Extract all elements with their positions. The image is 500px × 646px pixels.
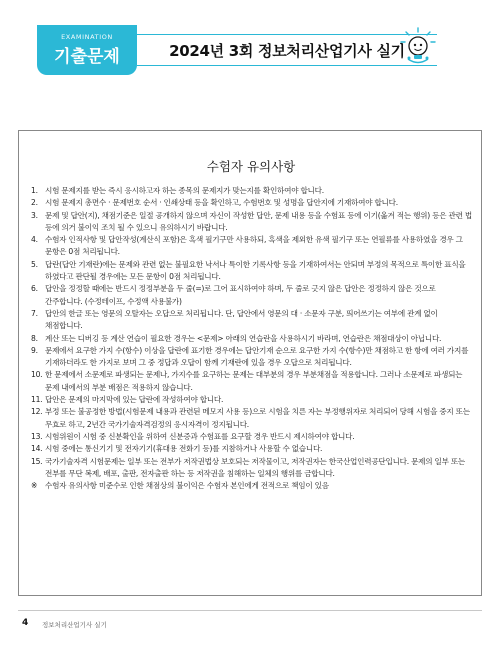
page-header <box>0 0 500 78</box>
item-text: 시험위원이 시험 중 신분확인을 위하여 신분증과 수험표를 요구할 경우 반드시 제시하여야 합니다. <box>45 431 355 441</box>
badge-title: 기출문제 <box>54 47 120 67</box>
list-item <box>31 345 473 370</box>
item-number: 4. <box>31 235 38 245</box>
list-item <box>31 456 473 481</box>
page-footer <box>0 600 500 646</box>
list-item <box>31 210 473 235</box>
list-item <box>31 394 473 406</box>
list-item <box>31 283 473 308</box>
item-text: 부정 또는 불공정한 방법(시험문제 내용과 관련된 메모지 사용 등)으로 시험을 치른 자는 부정행위자로 처리되어 당해 시험을 중지 또는 무효로 하고, 2년간 국가기술자격검정의 응시자격이 정지됩니다. <box>45 407 470 429</box>
footer-divider <box>18 610 482 611</box>
item-text: 계산 또는 디버깅 등 계산 연습이 필요한 경우는 <문제> 아래의 연습란을 사용하시기 바라며, 연습란은 채점대상이 아닙니다. <box>45 333 442 343</box>
item-number: 13. <box>31 431 43 441</box>
lightbulb-mascot-icon <box>396 26 440 66</box>
page-number: 4 <box>22 618 29 628</box>
item-number: 3. <box>31 210 38 220</box>
book-title: 정보처리산업기사 실기 <box>42 621 107 629</box>
item-text: 답안은 문제의 마지막에 있는 답란에 작성하여야 합니다. <box>45 395 224 405</box>
list-item <box>31 259 473 284</box>
item-number: 5. <box>31 259 38 269</box>
list-item <box>31 308 473 333</box>
notice-box <box>18 130 482 596</box>
notice-title: 수험자 유의사항 <box>206 159 296 174</box>
item-text: 수험자 인적사항 및 답안작성(계산식 포함)은 흑색 필기구만 사용하되, 흑색을 제외한 유색 필기구 또는 연필류를 사용하였을 경우 그 문항은 0점 처리됩니다. <box>45 235 463 257</box>
list-item <box>31 406 473 431</box>
item-text: 답안을 정정할 때에는 반드시 정정부분을 두 줄(=)로 그어 표시하여야 하며, 두 줄로 긋지 않은 답안은 정정하지 않은 것으로 간주합니다. (수정테이프, 수정액 사용불가) <box>45 284 436 306</box>
list-item <box>31 369 473 394</box>
item-text: 국가기술자격 시험문제는 일부 또는 전부가 저작권법상 보호되는 저작물이고, 저작권자는 한국산업인력공단입니다. 문제의 일부 또는 전부를 무단 복제, 배포, 출판, 전자출판 하는 등 저작권을 침해하는 일체의 행위를 금합니다. <box>45 456 465 478</box>
item-number: 11. <box>31 395 43 405</box>
list-item <box>31 333 473 345</box>
item-number: 8. <box>31 333 38 343</box>
item-number: 2. <box>31 198 38 208</box>
list-item <box>31 234 473 259</box>
item-text: 시험 문제지 총면수 · 문제번호 순서 · 인쇄상태 등을 확인하고, 수험번호 및 성명을 답안지에 기재하여야 합니다. <box>45 198 398 208</box>
badge-subtitle: EXAMINATION <box>61 33 113 41</box>
item-text: 시험 중에는 통신기기 및 전자기기(휴대용 전화기 등)를 지참하거나 사용할 수 없습니다. <box>45 444 323 454</box>
title-bar <box>137 34 437 66</box>
item-text: 문제 및 답안(지), 채점기준은 일절 공개하지 않으며 자신이 작성한 답안, 문제 내용 등을 수험표 등에 이기(옮겨 적는 행위) 등은 관련 법 등에 의거 불이익 조치 될 수 있으니 유의하시기 바랍니다. <box>45 210 472 232</box>
section-badge <box>37 25 137 75</box>
notice-list <box>31 185 473 492</box>
page-title: 2024년 3회 정보처리산업기사 실기 <box>169 41 405 60</box>
item-number: 10. <box>31 370 43 380</box>
item-number: ※ <box>31 481 38 491</box>
item-number: 7. <box>31 308 38 318</box>
item-text: 답안의 한글 또는 영문의 오탈자는 오답으로 처리됩니다. 단, 답안에서 영문의 대 · 소문자 구분, 띄어쓰기는 여부에 관계 없이 채점합니다. <box>45 308 438 331</box>
item-text: 시험 문제지를 받는 즉시 응시하고자 하는 종목의 문제지가 맞는지를 확인하여야 합니다. <box>45 186 324 195</box>
list-item <box>31 443 473 455</box>
item-text: 답란(답안 기재란)에는 문제와 관련 없는 불필요한 낙서나 특이한 기록사항 등을 기재하여서는 안되며 부정의 목적으로 특이한 표식을 하였다고 판단될 경우에는 모든 문항이 0점 처리됩니다. <box>45 259 466 282</box>
list-item <box>31 197 473 209</box>
item-number: 6. <box>31 284 38 294</box>
item-number: 15. <box>31 456 43 466</box>
list-item <box>31 431 473 443</box>
item-number: 12. <box>31 407 43 417</box>
item-text: 수험자 유의사항 미준수로 인한 채점상의 불이익은 수험자 본인에게 전적으로 책임이 있음 <box>45 481 329 491</box>
list-item <box>31 480 473 492</box>
item-number: 9. <box>31 345 38 355</box>
list-item <box>31 185 473 197</box>
item-text: 문제에서 요구한 가지 수(항수) 이상을 답란에 표기한 경우에는 답안기재 순으로 요구한 가지 수(항수)만 채점하고 한 항에 여러 가지를 기재하더라도 한 가지로 보며 그 중 정답과 오답이 함께 기재란에 있을 경우 오답으로 처리됩니다. <box>45 345 469 368</box>
item-text: 한 문제에서 소문제로 파생되는 문제나, 가지수를 요구하는 문제는 대부분의 경우 부분채점을 적용합니다. 그러나 소문제로 파생되는 문제 내에서의 부분 배점은 적용하지 않습니다. <box>45 370 463 392</box>
item-number: 14. <box>31 444 43 454</box>
item-number: 1. <box>31 186 38 195</box>
